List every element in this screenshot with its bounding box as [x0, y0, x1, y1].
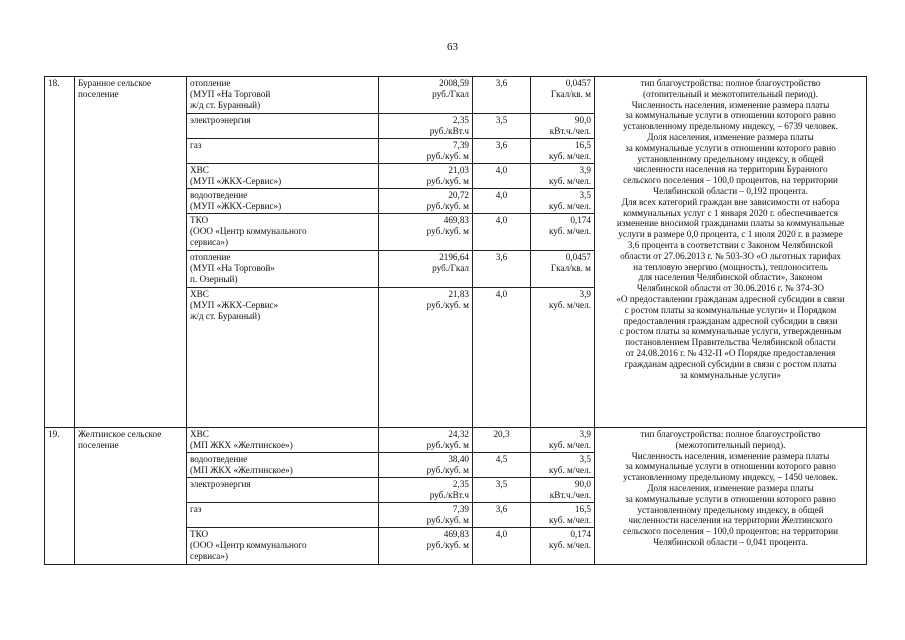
description-line: за коммунальные услуги в отношении которого равно	[625, 493, 836, 504]
index-cell: 4,0	[473, 288, 531, 428]
volume-cell	[531, 453, 595, 478]
index-cell: 3,6	[473, 251, 531, 288]
volume-line: куб. м/чел.	[548, 175, 591, 186]
service-cell	[187, 139, 379, 164]
description-line: области от 27.06.2013 г. № 503-ЗО «О льготных тарифах	[620, 250, 841, 261]
tariff-cell	[379, 251, 473, 288]
index-cell: 20,3	[473, 428, 531, 453]
description-line: изменение вносимой гражданами платы за коммунальные	[616, 218, 845, 229]
tariff-cell	[379, 503, 473, 528]
service-cell	[187, 478, 379, 503]
service-line: сервиса»)	[190, 550, 229, 561]
volume-line: куб. м/чел.	[548, 439, 591, 450]
volume-line: куб. м/чел.	[548, 464, 591, 475]
description-line: за коммунальные услуги в отношении которого равно	[625, 142, 836, 153]
service-line: ХВС	[190, 289, 209, 299]
service-line: электроэнергия	[190, 479, 251, 489]
tariff-line: руб./куб. м	[426, 539, 469, 550]
settlement-name: Желтинское сельское поселение	[75, 428, 187, 565]
page-number: 63	[447, 41, 458, 53]
volume-line: кВт.ч./чел.	[549, 489, 591, 500]
index-cell: 4,0	[473, 214, 531, 251]
volume-line: кВт.ч./чел.	[549, 125, 591, 136]
tariff-cell	[379, 77, 473, 114]
volume-cell	[531, 503, 595, 528]
description-cell	[595, 77, 867, 428]
volume-cell	[531, 164, 595, 189]
table-row	[45, 77, 867, 114]
volume-line: куб. м/чел.	[548, 225, 591, 236]
description-line: установленному предельному индексу, – 6739 человек.	[623, 121, 838, 132]
service-cell	[187, 164, 379, 189]
tariff-table	[44, 76, 867, 565]
description-line: Челябинской области от 30.06.2016 г. № 374-ЗО	[636, 283, 825, 294]
description-line: установленному предельному индексу, в общей	[637, 504, 824, 515]
service-cell	[187, 77, 379, 114]
description-line: тип благоустройства: полное благоустройство	[640, 429, 821, 439]
tariff-line: 2,35	[452, 115, 469, 125]
tariff-line: руб./кВт.ч	[429, 125, 469, 136]
description-line: за коммунальные услуги в отношении которого равно	[625, 461, 836, 472]
volume-cell	[531, 528, 595, 565]
description-line: «О предоставлении гражданам адресной субсидии в связи	[616, 293, 845, 304]
tariff-line: руб./куб. м	[426, 439, 469, 450]
tariff-line: 7,39	[452, 504, 469, 514]
service-cell	[187, 428, 379, 453]
tariff-line: руб./куб. м	[426, 150, 469, 161]
tariff-line: 7,39	[452, 140, 469, 150]
service-line: ХВС	[190, 429, 209, 439]
volume-line: куб. м/чел.	[548, 200, 591, 211]
volume-line: 16,5	[574, 504, 591, 514]
description-line: (отопительный и межотопительный период).	[642, 88, 819, 99]
tariff-line: 20,72	[448, 190, 469, 200]
description-line: Для всех категорий граждан вне зависимости от набора	[621, 196, 840, 207]
service-line: сервиса»)	[190, 236, 229, 247]
description-line: Численность населения, изменение размера платы	[631, 450, 830, 461]
description-line: за коммунальные услуги»	[679, 369, 782, 380]
volume-line: Гкал/кв. м	[550, 262, 591, 273]
service-line: ТКО	[190, 215, 209, 225]
tariff-cell	[379, 139, 473, 164]
tariff-line: руб./Гкал	[432, 88, 469, 99]
description-line: сельского поселения – 100,0 процентов, на территории	[623, 175, 838, 186]
tariff-line: 2196,64	[439, 252, 469, 262]
description-line: Доля населения, изменение размера платы	[647, 482, 814, 493]
description-line: тип благоустройства: полное благоустройство	[640, 78, 821, 88]
service-line: (МП ЖКХ «Желтинское»)	[190, 464, 293, 475]
service-cell	[187, 453, 379, 478]
volume-line: 3,9	[579, 289, 591, 299]
description-line: с ростом платы за коммунальные услуги, утвержденным	[619, 326, 842, 337]
volume-line: куб. м/чел.	[548, 150, 591, 161]
service-cell	[187, 503, 379, 528]
tariff-line: руб./куб. м	[426, 464, 469, 475]
description-line: постановлением Правительства Челябинской области	[625, 337, 836, 348]
index-cell: 4,0	[473, 189, 531, 214]
tariff-line: 21,03	[448, 165, 469, 175]
service-line: ХВС	[190, 165, 209, 175]
tariff-cell	[379, 428, 473, 453]
service-line: (ООО «Центр коммунального	[190, 539, 307, 550]
volume-cell	[531, 428, 595, 453]
service-line: ж/д ст. Буранный)	[190, 99, 261, 110]
service-line: (МУП «На Торговой»	[190, 262, 275, 273]
volume-line: 90,0	[574, 479, 591, 489]
volume-cell	[531, 288, 595, 428]
description-line: сельского поселения – 100,0 процентов; на территории	[622, 526, 839, 537]
description-line: для населения Челябинской области», Законом	[638, 272, 823, 283]
tariff-line: 24,32	[448, 429, 469, 439]
description-line: на тепловую энергию (мощность), теплоноситель	[633, 261, 828, 272]
settlement-name: Буранное сельское поселение	[75, 77, 187, 428]
volume-line: 0,0457	[565, 252, 591, 262]
volume-cell	[531, 251, 595, 288]
description-line: установленному предельному индексу, – 1450 человек.	[623, 472, 838, 483]
tariff-line: 469,83	[443, 529, 469, 539]
description-line: численности населения на территории Буранного	[633, 164, 828, 175]
volume-line: 0,0457	[565, 78, 591, 88]
tariff-cell	[379, 528, 473, 565]
index-cell: 3,6	[473, 139, 531, 164]
description-line: от 24.08.2016 г. № 432-П «О Порядке предоставления	[625, 347, 836, 358]
tariff-line: руб./куб. м	[426, 200, 469, 211]
volume-line: Гкал/кв. м	[550, 88, 591, 99]
volume-line: 3,5	[579, 190, 591, 200]
description-line: гражданам адресной субсидии в связи с ростом платы	[624, 358, 837, 369]
index-cell: 4,0	[473, 164, 531, 189]
service-cell	[187, 114, 379, 139]
tariff-line: 2008,59	[439, 78, 469, 88]
description-line: установленному предельному индексу, в общей	[637, 153, 824, 164]
index-cell: 4,5	[473, 453, 531, 478]
tariff-line: руб./куб. м	[426, 514, 469, 525]
tariff-cell	[379, 478, 473, 503]
volume-cell	[531, 139, 595, 164]
volume-line: 3,9	[579, 429, 591, 439]
index-cell: 3,5	[473, 114, 531, 139]
description-line: (межотопительный период).	[675, 439, 786, 450]
volume-line: куб. м/чел.	[548, 539, 591, 550]
section-number: 19.	[45, 428, 75, 565]
volume-cell	[531, 189, 595, 214]
tariff-line: 469,83	[443, 215, 469, 225]
service-line: (МУП «На Торговой	[190, 88, 271, 99]
volume-line: 3,5	[579, 454, 591, 464]
service-line: водоотведение	[190, 190, 248, 200]
tariff-line: руб./куб. м	[426, 299, 469, 310]
description-line: численности населения на территории Желтинского	[628, 515, 833, 526]
tariff-cell	[379, 164, 473, 189]
index-cell: 4,0	[473, 528, 531, 565]
service-line: ТКО	[190, 529, 209, 539]
service-line: газ	[190, 504, 202, 514]
tariff-line: 2,35	[452, 479, 469, 489]
volume-cell	[531, 478, 595, 503]
volume-line: 90,0	[574, 115, 591, 125]
tariff-cell	[379, 189, 473, 214]
description-line: 3,6 процента в соответствии с Законом Челябинской	[627, 239, 834, 250]
index-cell: 3,5	[473, 478, 531, 503]
section-number: 18.	[45, 77, 75, 428]
service-cell	[187, 214, 379, 251]
service-line: п. Озерный)	[190, 273, 238, 284]
description-line: за коммунальные услуги в отношении которого равно	[625, 110, 836, 121]
index-cell: 3,6	[473, 77, 531, 114]
table-row	[45, 428, 867, 453]
description-line: коммунальных услуг с 1 января 2020 г. обеспечивается	[623, 207, 838, 218]
tariff-line: 21,83	[448, 289, 469, 299]
volume-line: 0,174	[570, 529, 591, 539]
service-line: (МУП «ЖКХ-Сервис»)	[190, 175, 282, 186]
service-line: отопление	[190, 78, 231, 88]
volume-cell	[531, 77, 595, 114]
description-line: Доля населения, изменение размера платы	[647, 131, 814, 142]
service-cell	[187, 288, 379, 428]
service-line: газ	[190, 140, 202, 150]
service-line: (МП ЖКХ «Желтинское»)	[190, 439, 293, 450]
service-line: (ООО «Центр коммунального	[190, 225, 307, 236]
service-cell	[187, 528, 379, 565]
service-line: (МУП «ЖКХ-Сервис»)	[190, 200, 282, 211]
tariff-line: руб./кВт.ч	[429, 489, 469, 500]
tariff-cell	[379, 453, 473, 478]
index-cell: 3,6	[473, 503, 531, 528]
description-line: Челябинской области – 0,192 процента.	[653, 185, 808, 196]
service-line: отопление	[190, 252, 231, 262]
description-line: с ростом платы за коммунальные услуги» и Порядком	[624, 304, 837, 315]
volume-cell	[531, 114, 595, 139]
volume-line: куб. м/чел.	[548, 514, 591, 525]
volume-line: куб. м/чел.	[548, 299, 591, 310]
volume-line: 0,174	[570, 215, 591, 225]
description-cell	[595, 428, 867, 565]
description-line: Челябинской области – 0,041 процента.	[653, 536, 808, 547]
description-line: Численность населения, изменение размера платы	[631, 99, 830, 110]
tariff-line: руб./куб. м	[426, 225, 469, 236]
service-line: (МУП «ЖКХ-Сервис»	[190, 299, 279, 310]
tariff-cell	[379, 214, 473, 251]
volume-cell	[531, 214, 595, 251]
description-line: услуги в размере 0,0 процента, с 1 июля 2020 г. в размере	[618, 229, 843, 240]
volume-line: 16,5	[574, 140, 591, 150]
tariff-line: 38,40	[448, 454, 469, 464]
tariff-cell	[379, 288, 473, 428]
service-line: водоотведение	[190, 454, 248, 464]
tariff-cell	[379, 114, 473, 139]
service-cell	[187, 189, 379, 214]
tariff-line: руб./Гкал	[432, 262, 469, 273]
tariff-line: руб./куб. м	[426, 175, 469, 186]
description-line: предоставления гражданам адресной субсидии в связи	[623, 315, 838, 326]
service-line: ж/д ст. Буранный)	[190, 310, 261, 321]
service-line: электроэнергия	[190, 115, 251, 125]
service-cell	[187, 251, 379, 288]
volume-line: 3,9	[579, 165, 591, 175]
